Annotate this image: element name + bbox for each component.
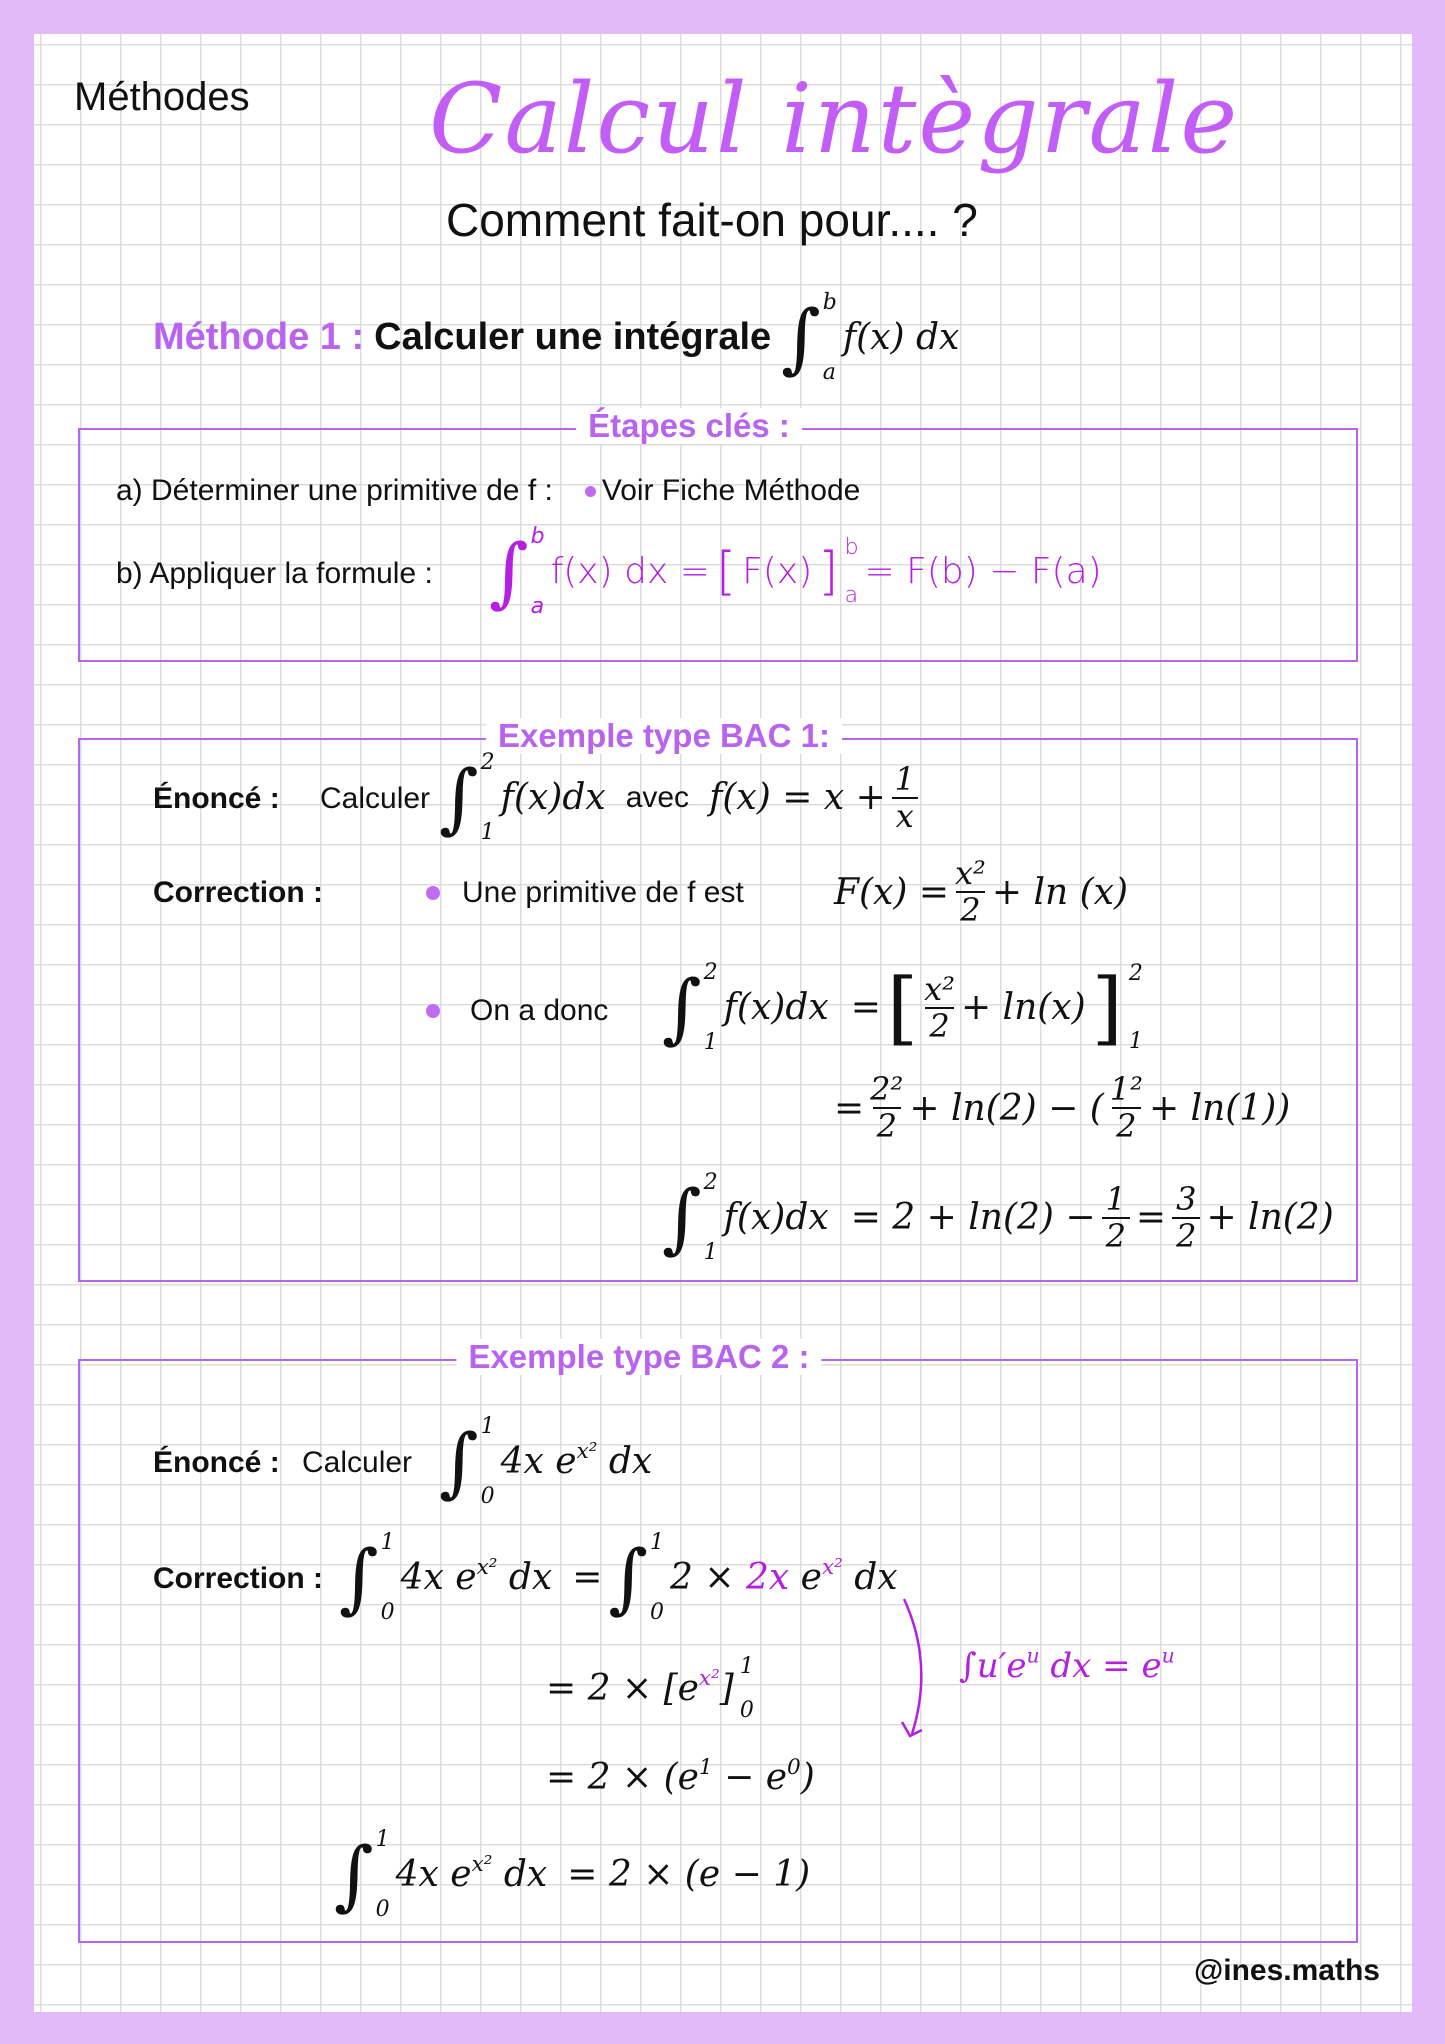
equals: = — [834, 1087, 865, 1129]
equals: = — [572, 1557, 603, 1599]
equals: = — [1135, 1197, 1167, 1239]
page-title: Calcul intègrale — [429, 63, 1240, 175]
line-4-mid: = 2 + ln(2) − — [850, 1197, 1096, 1239]
rhs-integrand: 2 × 2x $e^{x^2}$ dx — [670, 1555, 898, 1599]
method-text: Calculer une intégrale — [374, 316, 772, 359]
correction-label: Correction : — [153, 1562, 324, 1595]
integrand: f(x)dx — [723, 987, 829, 1029]
bullet-icon — [426, 1004, 440, 1018]
integral-sign: ∫ 1 0 — [439, 1414, 495, 1509]
formula-result: = F(b) − F(a) — [864, 551, 1102, 593]
integrand: 4x $e^{x^2}$ dx — [500, 1439, 653, 1483]
fraction: $\frac{\text{x²}}{2}$ — [954, 854, 986, 930]
F-lhs: F(x) = — [834, 871, 949, 913]
primitive-formula — [834, 856, 1128, 928]
formula-integrand: f(x) dx = — [550, 551, 710, 593]
line-3 — [834, 1072, 1290, 1144]
integral-sign: ∫ 2 1 — [439, 750, 495, 845]
example-2-label: Exemple type BAC 2 : — [456, 1339, 821, 1375]
avec-text: avec — [625, 781, 690, 814]
fiche-methode-link[interactable]: Voir Fiche Méthode — [601, 474, 861, 507]
section-label: Méthodes — [74, 75, 250, 119]
line-3-end: + ln(1)) — [1148, 1087, 1291, 1129]
step-a — [116, 474, 860, 509]
fraction: $\frac{\text{2²}}{2}$ — [870, 1070, 904, 1146]
fraction: $\frac{3}{2}$ — [1172, 1182, 1200, 1254]
integrand: 4x $e^{x^2}$ dx — [400, 1555, 553, 1599]
bracket-close: ] — [818, 542, 839, 602]
final-result: = 2 × (e − 1) — [567, 1854, 811, 1896]
calculer-text: Calculer — [302, 1446, 413, 1479]
author-handle: @ines.maths — [1194, 1954, 1380, 1987]
fraction: $\frac{\text{x²}}{2}$ — [924, 969, 955, 1045]
bracket-limits: 2 1 — [1128, 961, 1143, 1054]
bullet-2 — [426, 994, 608, 1029]
enonce-label: Énoncé : — [153, 782, 280, 815]
line-4 — [662, 1172, 1334, 1264]
bullet-icon — [585, 486, 596, 497]
subtitle: Comment fait-on pour.... ? — [446, 194, 978, 246]
equals: = — [850, 987, 881, 1029]
integrand: 4x $e^{x^2}$ dx — [395, 1852, 548, 1896]
example-1-label: Exemple type BAC 1: — [486, 718, 842, 754]
correction-line-4 — [334, 1829, 810, 1921]
fraction: $\frac{1}{2}$ — [1102, 1182, 1130, 1254]
worksheet — [34, 34, 1412, 2012]
ex2-enonce-math — [439, 1416, 652, 1508]
fraction: $\frac{1}{x}$ — [892, 762, 918, 834]
fraction: $\frac{\text{1²}}{2}$ — [1109, 1070, 1143, 1146]
method-1-heading — [153, 292, 959, 384]
bracket-close: ] — [1091, 961, 1123, 1054]
bracket-rest: + ln(x) — [960, 987, 1086, 1029]
line-4-end: + ln(2) — [1206, 1197, 1334, 1239]
calculer-text: Calculer — [320, 782, 431, 815]
method-label: Méthode 1 : — [153, 316, 365, 359]
integral-sign: ∫ 1 0 — [334, 1827, 390, 1922]
line-3-mid: + ln(2) − ( — [909, 1087, 1104, 1129]
formula — [489, 526, 1102, 618]
integral-sign: ∫ b a — [489, 524, 545, 619]
correction-line-2: = $2 \times [e^{x^2}]$ 1 0 — [546, 1654, 754, 1723]
arrow-icon — [894, 1594, 954, 1754]
correction-line-1 — [339, 1532, 898, 1624]
method-integral — [781, 292, 959, 384]
f-definition: f(x) = x + — [709, 777, 886, 819]
correction-line-3: = $2 \times (e^1 - e^0)$ — [546, 1754, 815, 1798]
bullet-2-text: On a donc — [470, 994, 609, 1027]
bracket-content: F(x) — [742, 551, 813, 593]
integrand: f(x)dx — [500, 777, 606, 819]
integral-sign: ∫ 2 1 — [662, 960, 718, 1055]
bracket-open: [ — [886, 961, 919, 1054]
correction-label: Correction : — [153, 876, 324, 909]
enonce-label: Énoncé : — [153, 1446, 280, 1479]
F-rest: + ln (x) — [991, 871, 1129, 913]
bullet-icon — [426, 886, 440, 900]
chain-rule-note: $\int u'e^u$ dx = $e^u$ — [959, 1643, 1175, 1686]
bullet-1-text: Une primitive de f est — [462, 876, 744, 909]
step-a-text: a) Déterminer une primitive de f : — [116, 474, 553, 507]
integrand: f(x) dx — [842, 317, 960, 359]
on-a-donc-math — [662, 962, 1143, 1054]
step-b-text: b) Appliquer la formule : — [116, 557, 433, 590]
bracket-limits: 1 0 — [739, 1654, 754, 1723]
integral-sign: ∫ 1 0 — [339, 1530, 395, 1625]
integral-sign: ∫ b a — [781, 290, 837, 385]
integrand: f(x)dx — [723, 1197, 829, 1239]
ex1-enonce-math — [439, 752, 918, 844]
bracket-limits: b a — [844, 535, 859, 608]
steps-label: Étapes clés : — [576, 408, 802, 444]
bracket-open: [ — [715, 542, 737, 602]
integral-sign: ∫ 1 0 — [608, 1530, 665, 1625]
bullet-1 — [426, 876, 744, 911]
integral-sign: ∫ 2 1 — [662, 1170, 718, 1265]
